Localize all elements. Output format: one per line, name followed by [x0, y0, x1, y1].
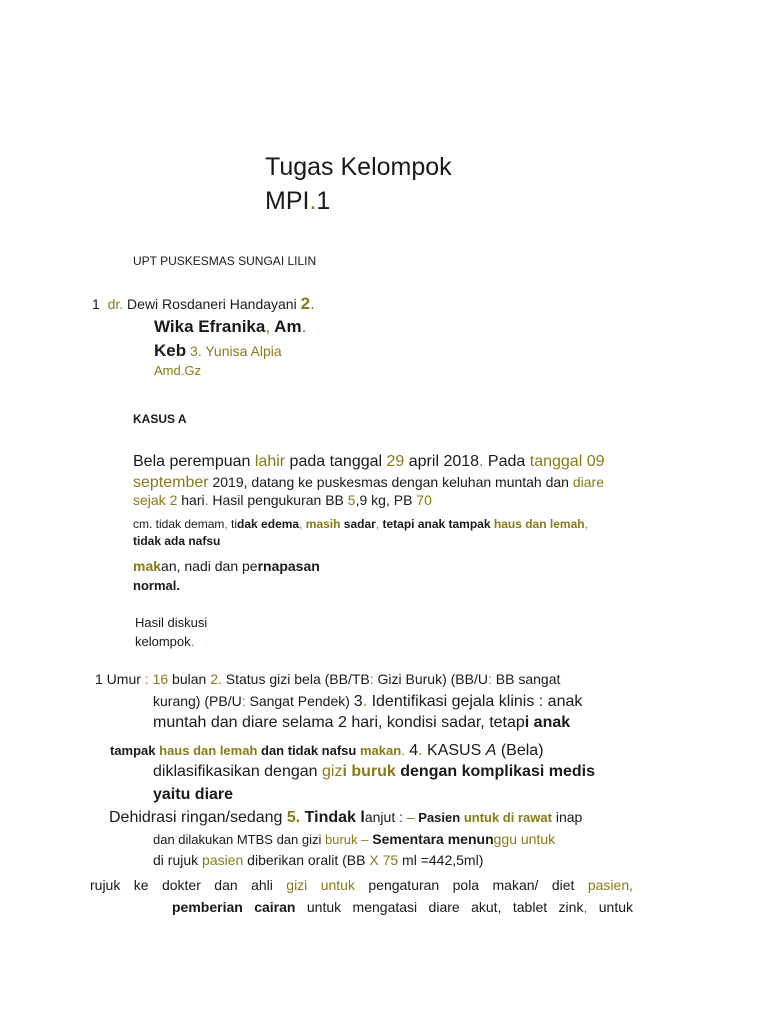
answer-line-3: muntah dan diare selama 2 hari, kondisi sadar, tetapi anak — [153, 714, 571, 731]
case-line-4: cm. tidak demam, tidak edema, masih sadar, tetapi anak tampak haus dan lemah, — [133, 517, 588, 531]
case-line-7: normal. — [133, 578, 180, 593]
answer-line-8: dan dilakukan MTBS dan gizi buruk – Sementara menunggu untuk — [153, 831, 556, 847]
answer-line-6: yaitu diare — [153, 786, 234, 803]
answer-line-1: 1 Umur : 16 bulan 2. Status gizi bela (BB/TB: Gizi Buruk) (BB/U: BB sangat — [95, 671, 561, 687]
answer-line-10: rujuk ke dokter dan ahli gizi untuk pengaturan pola makan/ diet pasien, — [90, 877, 633, 893]
answer-line-7: Dehidrasi ringan/sedang 5. Tindak lanjut : – Pasien untuk di rawat inap — [109, 809, 583, 826]
answer-line-4: tampak haus dan lemah dan tidak nafsu makan. 4. KASUS A (Bela) — [110, 742, 544, 759]
member-line-1: 1 dr. Dewi Rosdaneri Handayani 2. — [92, 294, 315, 313]
member-line-2: Wika Efranika, Am. — [154, 317, 307, 336]
discussion-label-1: Hasil diskusi — [135, 615, 208, 630]
member-line-3: Keb 3. Yunisa Alpia — [154, 341, 282, 360]
answer-line-5: diklasifikasikan dengan gizi buruk dengan komplikasi medis — [153, 763, 595, 780]
case-line-1: Bela perempuan lahir pada tanggal 29 april 2018. Pada tanggal 09 — [133, 453, 605, 470]
answer-line-9: di rujuk pasien diberikan oralit (BB X 75 ml =442,5ml) — [153, 852, 484, 868]
discussion-label-2: kelompok. — [135, 634, 195, 649]
organization-name: UPT PUSKESMAS SUNGAI LILIN — [133, 254, 317, 268]
case-line-2: september 2019, datang ke puskesmas dengan keluhan muntah dan diare — [133, 474, 605, 491]
case-line-6: makan, nadi dan pernapasan — [133, 558, 320, 574]
answer-line-11: pemberian cairan untuk mengatasi diare akut, tablet zink, untuk — [172, 899, 634, 915]
answer-line-2: kurang) (PB/U: Sangat Pendek) 3. Identifikasi gejala klinis : anak — [153, 693, 583, 710]
member-line-4: Amd.Gz — [154, 363, 201, 378]
case-line-3: sejak 2 hari. Hasil pengukuran BB 5,9 kg, PB 70 — [133, 492, 432, 508]
title-line-1: Tugas Kelompok — [265, 153, 452, 181]
case-heading: KASUS A — [133, 412, 187, 426]
title-line-2: MPI.1 — [265, 187, 331, 215]
case-line-5: tidak ada nafsu — [133, 534, 221, 548]
